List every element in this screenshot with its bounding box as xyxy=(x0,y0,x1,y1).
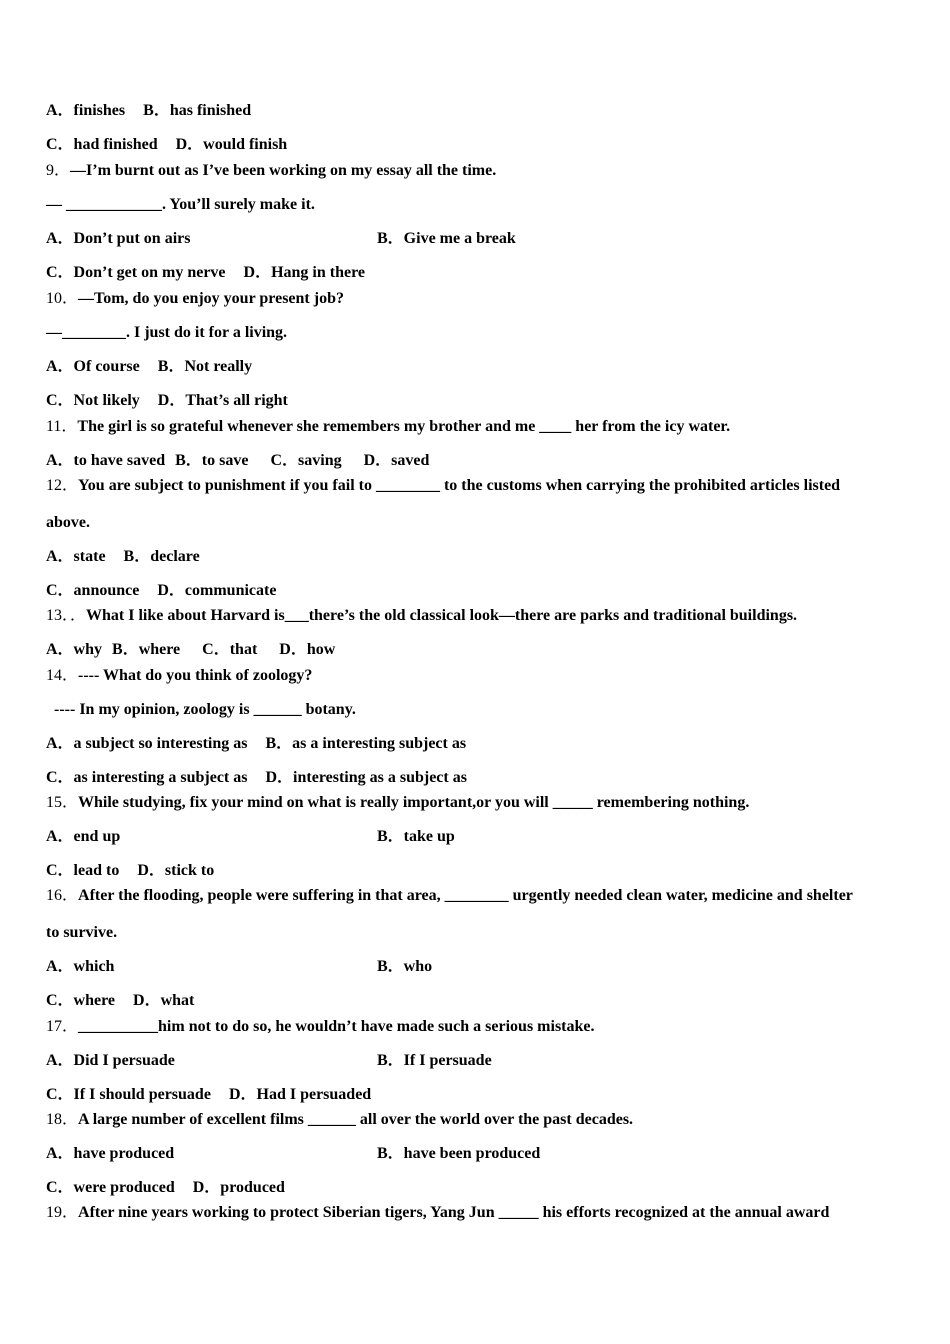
question-line xyxy=(46,886,853,906)
option-b: B．If I persuade xyxy=(377,1052,492,1069)
question-text: __________him not to do so, he wouldn’t have made such a serious mistake. xyxy=(78,1018,595,1035)
options-line xyxy=(46,135,287,155)
question-text-line xyxy=(46,923,117,943)
option-b: D．what xyxy=(133,992,195,1009)
options-line xyxy=(46,768,467,788)
option-b: B．have been produced xyxy=(377,1145,541,1162)
options-line xyxy=(46,1178,285,1198)
option-b: D．stick to xyxy=(137,862,215,879)
options-line xyxy=(46,451,429,471)
option-a: C．had finished xyxy=(46,136,158,153)
option-a: A．state xyxy=(46,548,106,565)
option-a: C．Don’t get on my nerve xyxy=(46,264,226,281)
option-a: C．were produced xyxy=(46,1179,175,1196)
question-text-line xyxy=(46,700,356,720)
question-number: 14． xyxy=(46,667,79,684)
options-line xyxy=(46,357,252,377)
option-b: B．Give me a break xyxy=(377,230,516,247)
question-line xyxy=(46,1203,829,1223)
option-a: C．If I should persuade xyxy=(46,1086,211,1103)
option-b: D．Had I persuaded xyxy=(228,1086,372,1103)
option-a: C．as interesting a subject as xyxy=(46,769,248,786)
question-text: ---- In my opinion, zoology is ______ botany. xyxy=(46,701,356,718)
option-c: C．saving xyxy=(270,452,342,469)
options-line xyxy=(46,734,466,754)
question-number: 19． xyxy=(46,1204,79,1221)
question-number: 10． xyxy=(46,290,79,307)
option-b: B．take up xyxy=(377,828,455,845)
question-line xyxy=(46,417,730,437)
option-b: B．where xyxy=(112,641,181,658)
option-b: B．to save xyxy=(175,452,249,469)
question-text: You are subject to punishment if you fail to ________ to the customs when carrying the prohibited articles listed xyxy=(78,477,841,494)
option-a: A．a subject so interesting as xyxy=(46,735,248,752)
options-line xyxy=(46,991,194,1011)
option-b: D．would finish xyxy=(175,136,288,153)
options-line xyxy=(46,581,276,601)
question-text-line xyxy=(46,195,315,215)
options-line xyxy=(46,391,288,411)
question-text: — ____________. You’ll surely make it. xyxy=(46,196,315,213)
question-number: 9． xyxy=(46,162,71,179)
options-line xyxy=(46,101,251,121)
option-c: C．that xyxy=(202,641,258,658)
question-line xyxy=(46,476,840,496)
question-text: to survive. xyxy=(46,924,118,941)
option-b: B．Not really xyxy=(157,358,253,375)
question-text: —________. I just do it for a living. xyxy=(46,324,288,341)
question-line xyxy=(46,289,344,309)
question-text: After the flooding, people were suffering in that area, ________ urgently needed clean water, medicine and shelter xyxy=(78,887,853,904)
options-line xyxy=(46,263,365,283)
question-line xyxy=(46,606,797,626)
question-text: The girl is so grateful whenever she remembers my brother and me ____ her from the icy water. xyxy=(77,418,731,435)
option-a: A．have produced xyxy=(46,1145,175,1162)
option-b: B．who xyxy=(377,958,433,975)
option-a: A．Don’t put on airs xyxy=(46,230,191,247)
question-text: While studying, fix your mind on what is really important,or you will _____ remembering nothing. xyxy=(78,794,750,811)
question-text: above. xyxy=(46,514,90,531)
question-text: ---- What do you think of zoology? xyxy=(78,667,313,684)
option-b: B．as a interesting subject as xyxy=(265,735,467,752)
question-line xyxy=(46,793,749,813)
option-a: C．lead to xyxy=(46,862,120,879)
question-line xyxy=(46,666,312,686)
question-text: —Tom, do you enjoy your present job? xyxy=(78,290,344,307)
option-a: C．Not likely xyxy=(46,392,140,409)
option-a: C．where xyxy=(46,992,116,1009)
option-b: D．Hang in there xyxy=(243,264,366,281)
option-a: A．Of course xyxy=(46,358,140,375)
question-number: 17． xyxy=(46,1018,79,1035)
question-number: 15． xyxy=(46,794,79,811)
options-line xyxy=(46,1144,846,1164)
option-b: D．communicate xyxy=(157,582,277,599)
question-number: 12． xyxy=(46,477,79,494)
option-d: D．saved xyxy=(363,452,430,469)
options-line xyxy=(46,957,846,977)
question-text: —I’m burnt out as I’ve been working on my essay all the time. xyxy=(70,162,497,179)
options-line xyxy=(46,1085,371,1105)
option-d: D．how xyxy=(279,641,336,658)
options-line xyxy=(46,640,335,660)
option-a: C．announce xyxy=(46,582,140,599)
options-line xyxy=(46,827,846,847)
question-text-line xyxy=(46,513,90,533)
option-b: D．interesting as a subject as xyxy=(265,769,467,786)
option-b: B．declare xyxy=(123,548,200,565)
option-a: A．Did I persuade xyxy=(46,1052,175,1069)
question-text: What I like about Harvard is___there’s the old classical look—there are parks and traditional buildings. xyxy=(86,607,798,624)
options-line xyxy=(46,547,200,567)
option-b: D．That’s all right xyxy=(157,392,288,409)
question-text-line xyxy=(46,323,287,343)
options-line xyxy=(46,861,214,881)
option-a: A．why xyxy=(46,641,103,658)
option-b: D．produced xyxy=(192,1179,285,1196)
question-number: 13．． xyxy=(46,607,87,624)
question-line xyxy=(46,1110,633,1130)
options-line xyxy=(46,229,846,249)
option-a: A．end up xyxy=(46,828,121,845)
question-number: 16． xyxy=(46,887,79,904)
option-b: B．has finished xyxy=(143,102,252,119)
option-a: A．finishes xyxy=(46,102,126,119)
question-number: 18． xyxy=(46,1111,79,1128)
option-a: A．to have saved xyxy=(46,452,166,469)
question-line xyxy=(46,1017,595,1037)
question-text: A large number of excellent films ______ all over the world over the past decades. xyxy=(78,1111,634,1128)
question-line xyxy=(46,161,496,181)
option-a: A．which xyxy=(46,958,115,975)
question-number: 11． xyxy=(46,418,78,435)
question-text: After nine years working to protect Siberian tigers, Yang Jun _____ his efforts recognized at the annual award xyxy=(78,1204,830,1221)
options-line xyxy=(46,1051,846,1071)
